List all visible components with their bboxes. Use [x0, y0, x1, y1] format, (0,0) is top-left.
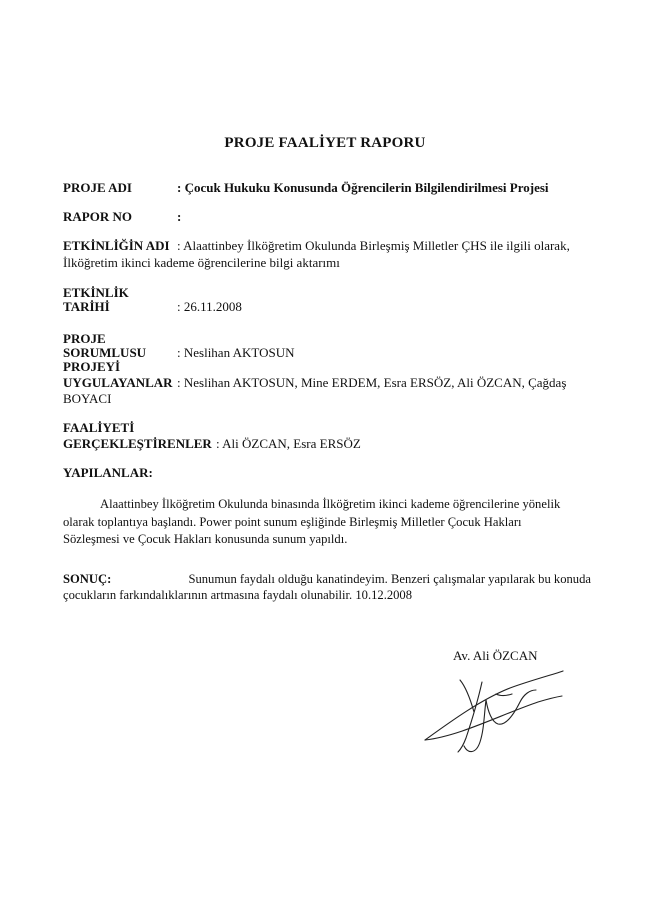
- signatory-name: Av. Ali ÖZCAN: [453, 648, 538, 663]
- proje-adi-label: PROJE ADI: [63, 180, 132, 195]
- sonuc-line1: Sunumun faydalı olduğu kanatindeyim. Benzeri çalışmalar yapılarak bu konuda: [188, 572, 591, 586]
- etkinlik-tarihi-label-line1: ETKİNLİK: [63, 285, 129, 300]
- proje-uygulayanlar-value-line2: BOYACI: [63, 391, 112, 406]
- yapilanlar-line1: Alaattinbey İlköğretim Okulunda binasında İlköğretim ikinci kademe öğrencilerine yönelik: [100, 497, 561, 511]
- proje-adi-value: : Çocuk Hukuku Konusunda Öğrencilerin Bilgilendirilmesi Projesi: [177, 180, 549, 195]
- proje-sorumlusu-value: : Neslihan AKTOSUN: [177, 345, 295, 360]
- etkinlik-tarihi-value: : 26.11.2008: [177, 299, 242, 314]
- sonuc-label: SONUÇ:: [63, 572, 112, 586]
- etkinlik-adi-value-line2: İlköğretim ikinci kademe öğrencilerine bilgi aktarımı: [63, 255, 340, 270]
- rapor-no-value: :: [177, 209, 182, 224]
- etkinlik-adi-label: ETKİNLİĞİN ADI: [63, 238, 170, 253]
- etkinlik-tarihi-label-line2: TARİHİ: [63, 299, 110, 314]
- yapilanlar-line2: olarak toplantıya başlandı. Power point sunum eşliğinde Birleşmiş Milletler Çocuk Hakları: [63, 515, 522, 529]
- etkinlik-adi-value-line1: : Alaattinbey İlköğretim Okulunda Birleşmiş Milletler ÇHS ile ilgili olarak,: [177, 238, 570, 253]
- proje-sorumlusu-label-line1: PROJE: [63, 331, 106, 346]
- page-title: PROJE FAALİYET RAPORU: [224, 135, 426, 151]
- gerceklestirenler-label-line1: FAALİYETİ: [63, 420, 135, 435]
- proje-sorumlusu-label-line2: SORUMLUSU: [63, 345, 147, 360]
- sonuc-line2: çocukların farkındalıklarının artmasına faydalı olunabilir. 10.12.2008: [63, 588, 413, 602]
- gerceklestirenler-value: : Ali ÖZCAN, Esra ERSÖZ: [216, 436, 361, 451]
- yapilanlar-line3: Sözleşmesi ve Çocuk Hakları konusunda sunum yapıldı.: [63, 532, 348, 546]
- proje-uygulayanlar-label-line1: PROJEYİ: [63, 359, 121, 374]
- proje-uygulayanlar-label-line2: UYGULAYANLAR: [63, 375, 173, 390]
- proje-uygulayanlar-value-line1: : Neslihan AKTOSUN, Mine ERDEM, Esra ERSÖZ, Ali ÖZCAN, Çağdaş: [177, 375, 567, 390]
- sonuc-line1-row: [63, 572, 591, 587]
- handwritten-signature: [420, 660, 570, 760]
- yapilanlar-heading: YAPILANLAR:: [63, 465, 153, 480]
- rapor-no-label: RAPOR NO: [63, 209, 132, 224]
- gerceklestirenler-label-line2: GERÇEKLEŞTİRENLER: [63, 436, 212, 451]
